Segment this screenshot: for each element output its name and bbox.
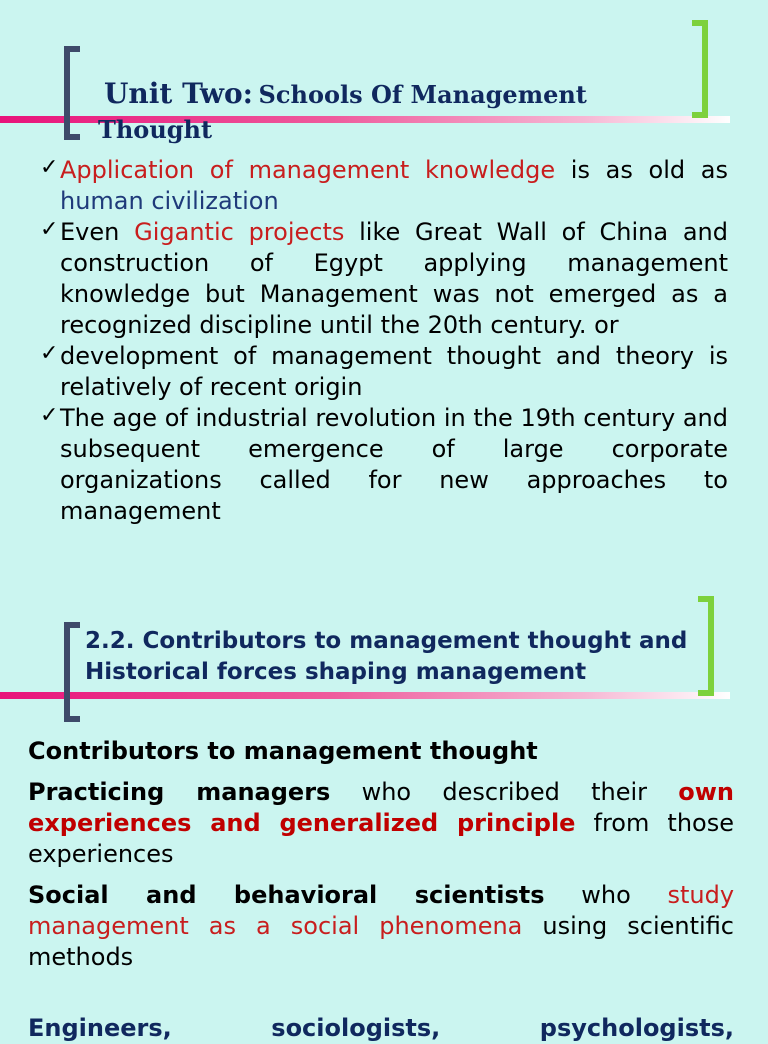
bullet-text: human civilization <box>60 187 279 215</box>
left-bracket-1 <box>64 46 80 140</box>
paragraph-social-scientists <box>28 880 734 973</box>
bullet-text: Gigantic projects <box>134 218 345 246</box>
check-icon: ✓ <box>40 403 59 428</box>
bullet-item <box>40 403 728 527</box>
bullet-text: The age of industrial revolution in the 19th century and subsequent emergence of large corporate organizations called for new approaches to management <box>60 404 728 525</box>
check-icon: ✓ <box>40 217 59 242</box>
para-mid: who <box>544 881 668 909</box>
right-bracket-1 <box>692 20 708 118</box>
right-bracket-2 <box>698 596 714 696</box>
bullet-text: development of management thought and theory is relatively of recent origin <box>60 342 728 401</box>
para-tail: from those experiences <box>28 809 734 868</box>
para-lead: Practicing managers <box>28 778 331 806</box>
title-main: Unit Two: <box>104 77 253 110</box>
para-mid: who described their <box>330 778 679 806</box>
bullet-item <box>40 217 728 341</box>
bullet-text: is as old as <box>555 156 728 184</box>
para-lead: Social and behavioral scientists <box>28 881 545 909</box>
paragraph-engineers: Engineers, sociologists, psychologists, <box>28 1014 734 1042</box>
slide1-title <box>98 78 658 149</box>
para-highlight: own experiences and generalized principle <box>28 778 734 837</box>
title-sub: Schools Of Management Thought <box>98 80 587 144</box>
title-underline-bar-2 <box>0 692 730 699</box>
bullet-text: Application of management knowledge <box>60 156 556 184</box>
left-bracket-2 <box>64 622 80 722</box>
para-highlight: study management as a social phenomena <box>28 881 735 940</box>
bullet-item <box>40 341 728 403</box>
slide2-title: 2.2. Contributors to management thought and Historical forces shaping management <box>85 628 688 685</box>
slide2-body <box>28 736 734 1044</box>
bullet-text: like Great Wall of China and construction of Egypt applying management knowledge but Management was not emerged as a recognized discipline until the 20th century. or <box>60 218 728 339</box>
bullet-list <box>40 155 728 527</box>
bullet-text: Even <box>60 218 135 246</box>
bullet-item <box>40 155 728 217</box>
check-icon: ✓ <box>40 155 59 180</box>
section-heading: Contributors to management thought <box>28 737 538 765</box>
paragraph-practicing-managers <box>28 777 734 870</box>
para-tail: using scientific methods <box>28 912 735 971</box>
check-icon: ✓ <box>40 341 59 366</box>
